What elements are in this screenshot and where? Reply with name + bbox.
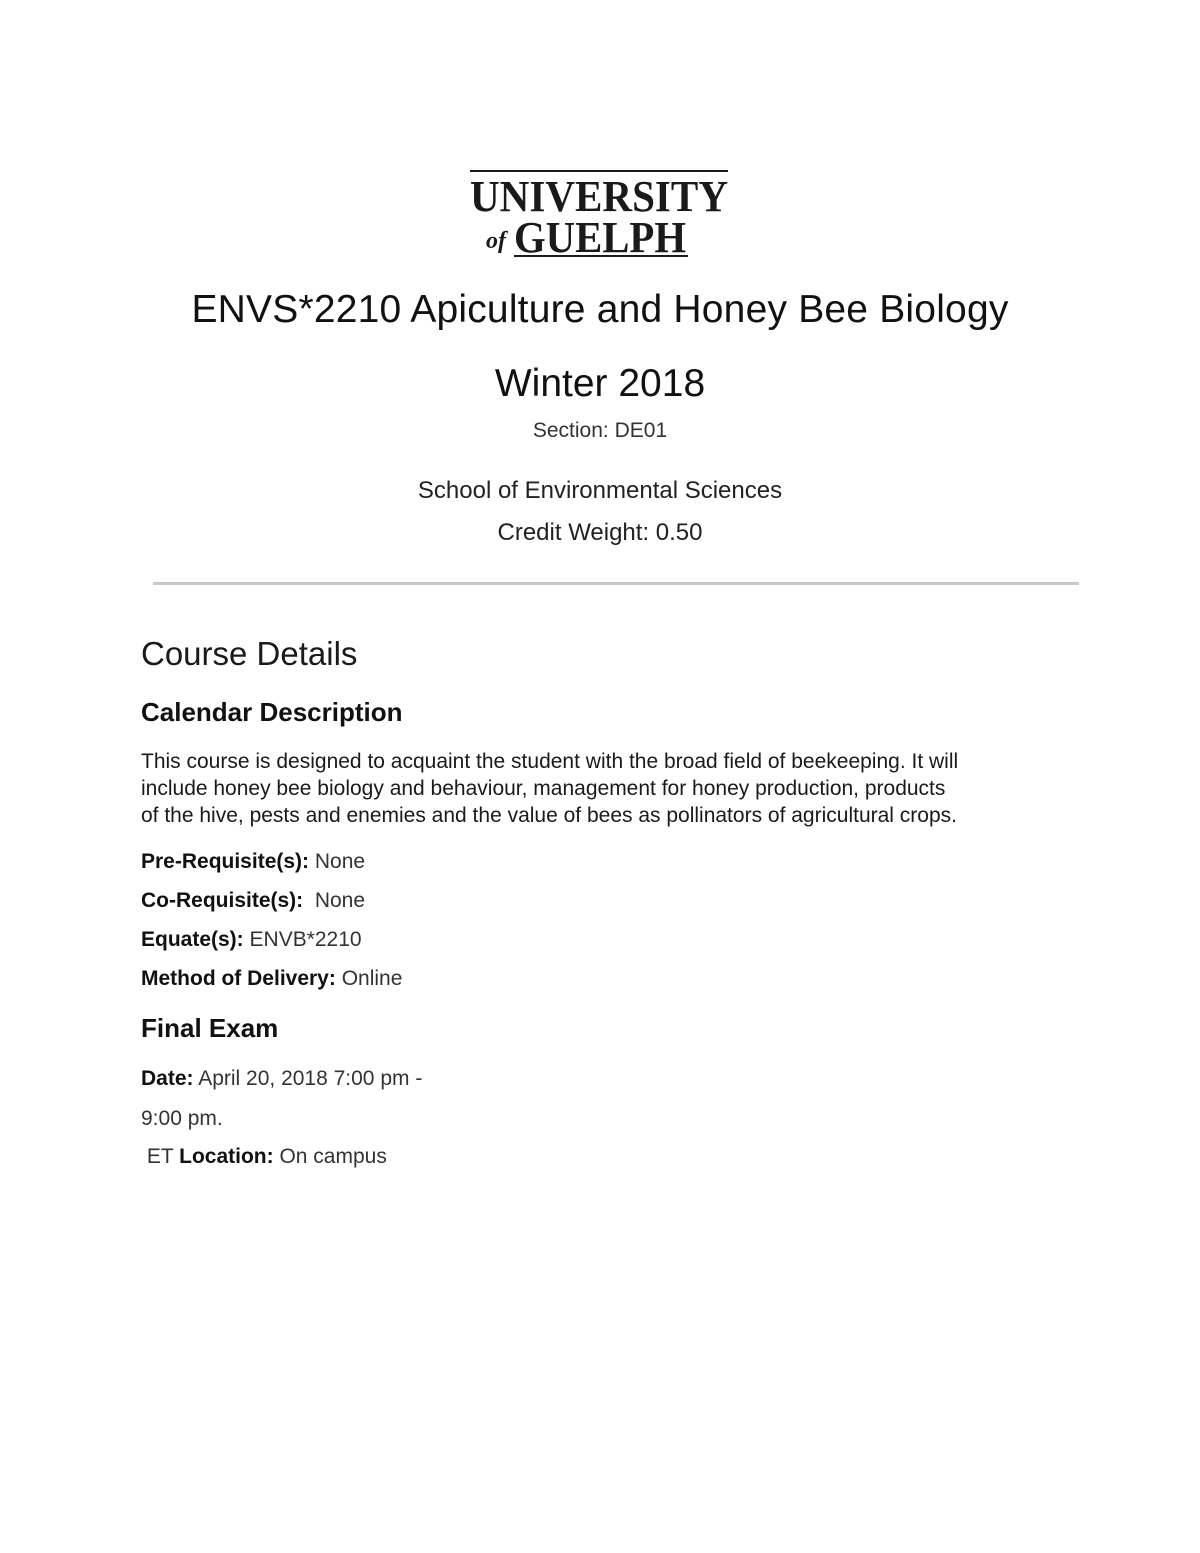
term-heading: Winter 2018 (494, 362, 706, 405)
equates-label: Equate(s): (141, 928, 244, 951)
equates-value: ENVB*2210 (243, 928, 362, 951)
delivery-method-field (141, 966, 1071, 992)
course-details-heading: Course Details (141, 635, 358, 672)
university-logo (468, 168, 730, 260)
prerequisites-value: None (309, 850, 366, 873)
section-label: Section: DE01 (532, 419, 668, 442)
credit-weight: Credit Weight: 0.50 (497, 519, 703, 546)
horizontal-divider (153, 582, 1079, 585)
exam-date-label: Date: (141, 1067, 194, 1090)
corequisites-field (141, 888, 1071, 914)
calendar-description-heading: Calendar Description (141, 697, 403, 727)
delivery-method-value: Online (335, 967, 403, 990)
prerequisites-label: Pre-Requisite(s): (141, 850, 310, 873)
svg-text:UNIVERSITY: UNIVERSITY (470, 172, 728, 221)
exam-location-label: Location: (179, 1145, 274, 1168)
corequisites-label: Co-Requisite(s): (141, 889, 304, 912)
prerequisites-field (141, 849, 1071, 875)
svg-text:GUELPH: GUELPH (514, 213, 686, 260)
corequisites-value: None (303, 889, 366, 912)
course-title: ENVS*2210 Apiculture and Honey Bee Biology (191, 288, 1009, 331)
calendar-description (141, 748, 1071, 829)
exam-location-value: On campus (273, 1145, 387, 1168)
course-content (141, 630, 1071, 1170)
school-name: School of Environmental Sciences (417, 477, 783, 504)
description-line: include honey bee biology and behaviour, management for honey production, products (141, 777, 946, 800)
exam-location-field (141, 1144, 1071, 1170)
exam-end-time: 9:00 pm. (141, 1107, 223, 1130)
description-line: This course is designed to acquaint the student with the broad field of beekeeping. It will (141, 750, 959, 773)
exam-date-continued (141, 1106, 1071, 1132)
university-of-guelph-logo-graphic (468, 168, 730, 260)
delivery-method-label: Method of Delivery: (141, 967, 336, 990)
exam-date-field (141, 1066, 1071, 1092)
description-line: of the hive, pests and enemies and the value of bees as pollinators of agricultural crops. (141, 804, 957, 827)
equates-field (141, 927, 1071, 953)
svg-text:of: of (486, 228, 506, 254)
exam-date-value: April 20, 2018 7:00 pm - (193, 1067, 423, 1090)
exam-timezone: ET (141, 1145, 180, 1168)
final-exam-heading: Final Exam (141, 1013, 279, 1043)
